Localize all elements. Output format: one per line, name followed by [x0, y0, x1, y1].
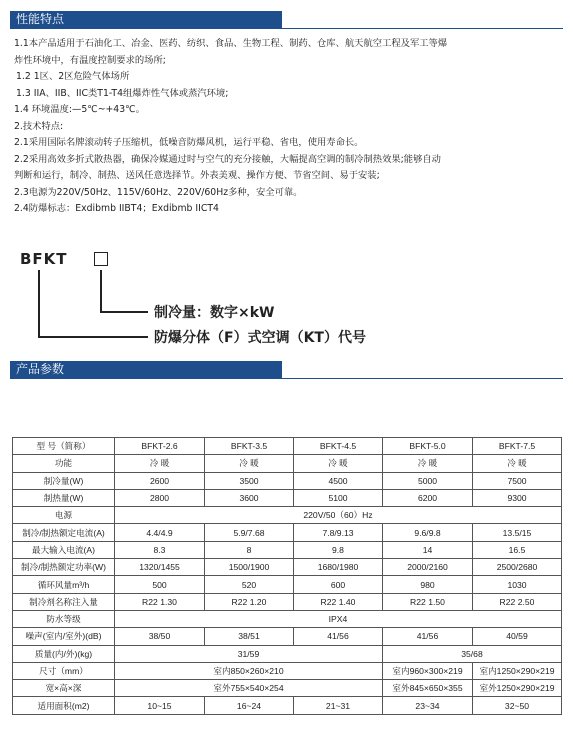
- capacity-placeholder-box: [94, 252, 108, 266]
- table-cell: 冷 暖: [383, 455, 473, 472]
- table-header-row: [13, 438, 562, 455]
- table-cell: 220V/50（60）Hz: [115, 507, 562, 524]
- table-cell: R22 1.30: [115, 593, 205, 610]
- table-cell: 3500: [205, 472, 294, 489]
- table-row: [13, 680, 562, 697]
- type-code-label: 防爆分体（F）式空调（KT）代号: [154, 330, 366, 346]
- feature-line: 1.2 1区、2区危险气体场所: [16, 71, 130, 82]
- table-cell: 制冷/制热额定电流(A): [13, 524, 115, 541]
- table-cell: 13.5/15: [473, 524, 562, 541]
- table-cell: 室外1250×290×219: [473, 680, 562, 697]
- connector-line: [100, 311, 148, 313]
- table-cell: 1030: [473, 576, 562, 593]
- table-cell: 7500: [473, 472, 562, 489]
- table-row: [13, 559, 562, 576]
- model-code: BFKT: [20, 250, 68, 268]
- table-cell: 型 号（简称）: [13, 438, 115, 455]
- feature-line: 2.4防爆标志：Exdibmb IIBT4；Exdibmb IICT4: [14, 203, 219, 214]
- table-cell: R22 2.50: [473, 593, 562, 610]
- table-row: [13, 593, 562, 610]
- table-cell: 6200: [383, 489, 473, 506]
- table-row: [13, 662, 562, 679]
- table-cell: 3600: [205, 489, 294, 506]
- table-cell: R22 1.20: [205, 593, 294, 610]
- parameter-table: [12, 437, 562, 715]
- table-cell: BFKT-3.5: [205, 438, 294, 455]
- table-row: [13, 628, 562, 645]
- table-cell: 制冷剂名称注入量: [13, 593, 115, 610]
- section-title-params: 产品参数: [10, 361, 282, 378]
- table-cell: 500: [115, 576, 205, 593]
- capacity-label: 制冷量：数字×kW: [154, 305, 275, 321]
- table-cell: 适用面积(m2): [13, 697, 115, 714]
- table-cell: 16~24: [205, 697, 294, 714]
- table-cell: 噪声(室内/室外)(dB): [13, 628, 115, 645]
- table-cell: 32~50: [473, 697, 562, 714]
- connector-line: [38, 270, 40, 337]
- table-cell: 质量(内/外)(kg): [13, 645, 115, 662]
- table-cell: BFKT-7.5: [473, 438, 562, 455]
- section-divider: [10, 378, 563, 379]
- table-cell: 38/50: [115, 628, 205, 645]
- table-cell: 38/51: [205, 628, 294, 645]
- table-row: [13, 489, 562, 506]
- table-cell: 980: [383, 576, 473, 593]
- table-cell: 8.3: [115, 541, 205, 558]
- table-cell: 室内1250×290×219: [473, 662, 562, 679]
- table-row: [13, 472, 562, 489]
- table-row: [13, 524, 562, 541]
- table-row: [13, 576, 562, 593]
- table-cell: 电源: [13, 507, 115, 524]
- feature-line: 1.4 环境温度:—5℃~+43℃。: [14, 104, 145, 115]
- table-cell: R22 1.40: [294, 593, 383, 610]
- table-cell: 室外845×650×355: [383, 680, 473, 697]
- section-title-features: 性能特点: [10, 11, 282, 28]
- table-cell: 1680/1980: [294, 559, 383, 576]
- table-cell: 尺寸（mm）: [13, 662, 115, 679]
- table-cell: 2600: [115, 472, 205, 489]
- feature-line: 2.技术特点:: [14, 120, 64, 132]
- table-cell: 35/68: [383, 645, 562, 662]
- table-cell: 600: [294, 576, 383, 593]
- table-cell: 41/56: [294, 628, 383, 645]
- feature-line: 2.1采用国际名牌滚动转子压缩机，低噪音防爆风机，运行平稳、省电，使用寿命长。: [14, 137, 364, 148]
- table-cell: 520: [205, 576, 294, 593]
- table-cell: 5100: [294, 489, 383, 506]
- table-cell: IPX4: [115, 610, 562, 627]
- feature-line: 2.2采用高效多折式散热器，确保冷媒通过时与空气的充分接触，大幅提高空调的制冷制热效果;能够自动: [14, 153, 441, 165]
- table-cell: 8: [205, 541, 294, 558]
- feature-line: 2.3电源为220V/50Hz、115V/60Hz、220V/60Hz多种，安全可靠。: [14, 186, 303, 198]
- table-cell: 2000/2160: [383, 559, 473, 576]
- model-code-diagram: [20, 250, 420, 355]
- table-cell: 21~31: [294, 697, 383, 714]
- table-row: [13, 645, 562, 662]
- table-cell: BFKT-4.5: [294, 438, 383, 455]
- table-cell: 9.6/9.8: [383, 524, 473, 541]
- table-cell: 1500/1900: [205, 559, 294, 576]
- table-cell: 室内960×300×219: [383, 662, 473, 679]
- table-row: [13, 507, 562, 524]
- table-cell: 制冷量(W): [13, 472, 115, 489]
- table-cell: 冷 暖: [205, 455, 294, 472]
- table-cell: 10~15: [115, 697, 205, 714]
- feature-line: 炸性环境中，有温度控制要求的场所;: [14, 54, 166, 66]
- section-divider: [10, 28, 563, 29]
- table-cell: 9300: [473, 489, 562, 506]
- table-cell: BFKT-5.0: [383, 438, 473, 455]
- table-cell: 室外755×540×254: [115, 680, 383, 697]
- table-cell: 冷 暖: [115, 455, 205, 472]
- table-cell: 最大输入电流(A): [13, 541, 115, 558]
- table-cell: 冷 暖: [473, 455, 562, 472]
- table-cell: 1320/1455: [115, 559, 205, 576]
- table-cell: 冷 暖: [294, 455, 383, 472]
- table-cell: 14: [383, 541, 473, 558]
- table-cell: 4500: [294, 472, 383, 489]
- feature-line: 1.1本产品适用于石油化工、冶金、医药、纺织、食品、生物工程、制药、仓库、航天航空工程及军工等爆: [14, 38, 448, 49]
- table-row: [13, 610, 562, 627]
- table-cell: 41/56: [383, 628, 473, 645]
- table-row: [13, 455, 562, 472]
- table-cell: 2500/2680: [473, 559, 562, 576]
- table-cell: 防水等级: [13, 610, 115, 627]
- table-cell: 31/59: [115, 645, 383, 662]
- table-cell: 循环风量m³/h: [13, 576, 115, 593]
- table-cell: 2800: [115, 489, 205, 506]
- table-cell: 宽×高×深: [13, 680, 115, 697]
- table-cell: 5.9/7.68: [205, 524, 294, 541]
- feature-line: 1.3 IIA、IIB、IIC类T1-T4组爆炸性气体或蒸汽环境;: [16, 87, 229, 99]
- table-cell: R22 1.50: [383, 593, 473, 610]
- table-cell: 9.8: [294, 541, 383, 558]
- connector-line: [38, 336, 148, 338]
- table-cell: 制热量(W): [13, 489, 115, 506]
- table-cell: 室内850×260×210: [115, 662, 383, 679]
- table-cell: 制冷/制热额定功率(W): [13, 559, 115, 576]
- features-text: [14, 36, 559, 218]
- table-cell: BFKT-2.6: [115, 438, 205, 455]
- table-cell: 40/59: [473, 628, 562, 645]
- table-cell: 4.4/4.9: [115, 524, 205, 541]
- table-cell: 功能: [13, 455, 115, 472]
- feature-line: 判断和运行，制冷、制热、送风任意选择节。外表美观、操作方便、节省空间、易于安装;: [14, 170, 380, 181]
- table-row: [13, 541, 562, 558]
- table-cell: 23~34: [383, 697, 473, 714]
- connector-line: [100, 270, 102, 312]
- table-cell: 5000: [383, 472, 473, 489]
- table-cell: 16.5: [473, 541, 562, 558]
- table-row: [13, 697, 562, 714]
- table-cell: 7.8/9.13: [294, 524, 383, 541]
